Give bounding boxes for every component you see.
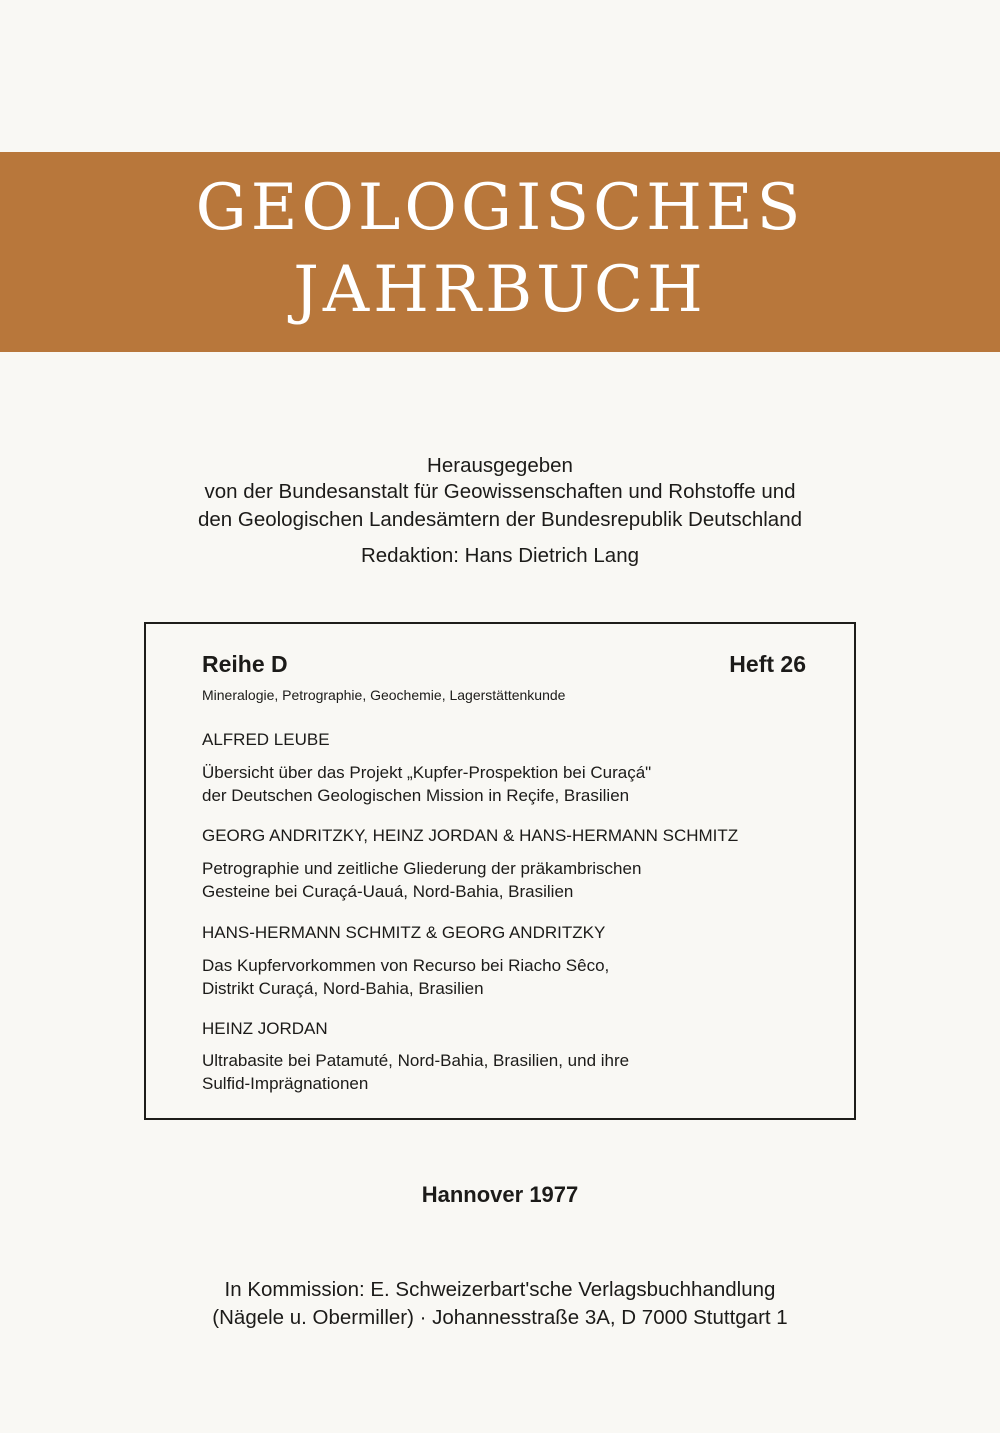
publisher-line-2: den Geologischen Landesämtern der Bundesrepublik Deutschland — [197, 508, 802, 531]
article-4-title-line-1: Ultrabasite bei Patamuté, Nord-Bahia, Brasilien, und ihre — [202, 1051, 630, 1070]
article-4-authors: HEINZ JORDAN — [202, 1019, 328, 1038]
commission-line-2: (Nägele u. Obermiller) · Johannesstraße 3A, D 7000 Stuttgart 1 — [212, 1306, 788, 1329]
article-1-authors: ALFRED LEUBE — [202, 730, 330, 749]
article-2-authors: GEORG ANDRITZKY, HEINZ JORDAN & HANS-HERMANN SCHMITZ — [202, 826, 739, 845]
series-subtitle: Mineralogie, Petrographie, Geochemie, Lagerstättenkunde — [202, 687, 566, 703]
title-banner — [0, 152, 1000, 352]
journal-title-line-1: GEOLOGISCHES — [195, 171, 805, 245]
commission-line-1: In Kommission: E. Schweizerbart'sche Verlagsbuchhandlung — [224, 1278, 776, 1301]
article-4-title-line-2: Sulfid-Imprägnationen — [202, 1074, 369, 1093]
article-3-title-line-2: Distrikt Curaçá, Nord-Bahia, Brasilien — [202, 979, 484, 998]
article-1-title-line-1: Übersicht über das Projekt „Kupfer-Prospektion bei Curaçá" — [202, 763, 652, 782]
editor-line: Redaktion: Hans Dietrich Lang — [360, 544, 640, 567]
article-2-title-line-2: Gesteine bei Curaçá-Uauá, Nord-Bahia, Brasilien — [202, 882, 574, 901]
journal-title-line-2: JAHRBUCH — [293, 253, 707, 327]
article-3-authors: HANS-HERMANN SCHMITZ & GEORG ANDRITZKY — [202, 923, 606, 942]
article-2-title-line-1: Petrographie und zeitliche Gliederung der präkambrischen — [202, 859, 642, 878]
article-1-title-line-2: der Deutschen Geologischen Mission in Reçife, Brasilien — [202, 786, 630, 805]
publisher-line-1: von der Bundesanstalt für Geowissenschaften und Rohstoffe und — [204, 480, 796, 503]
published-by-label: Herausgegeben — [427, 454, 573, 477]
place-and-year: Hannover 1977 — [421, 1182, 579, 1207]
series-title: Reihe D — [202, 651, 288, 677]
issue-number: Heft 26 — [729, 651, 806, 677]
series-contents-box — [144, 622, 856, 1120]
article-3-title-line-1: Das Kupfervorkommen von Recurso bei Riacho Sêco, — [202, 956, 610, 975]
